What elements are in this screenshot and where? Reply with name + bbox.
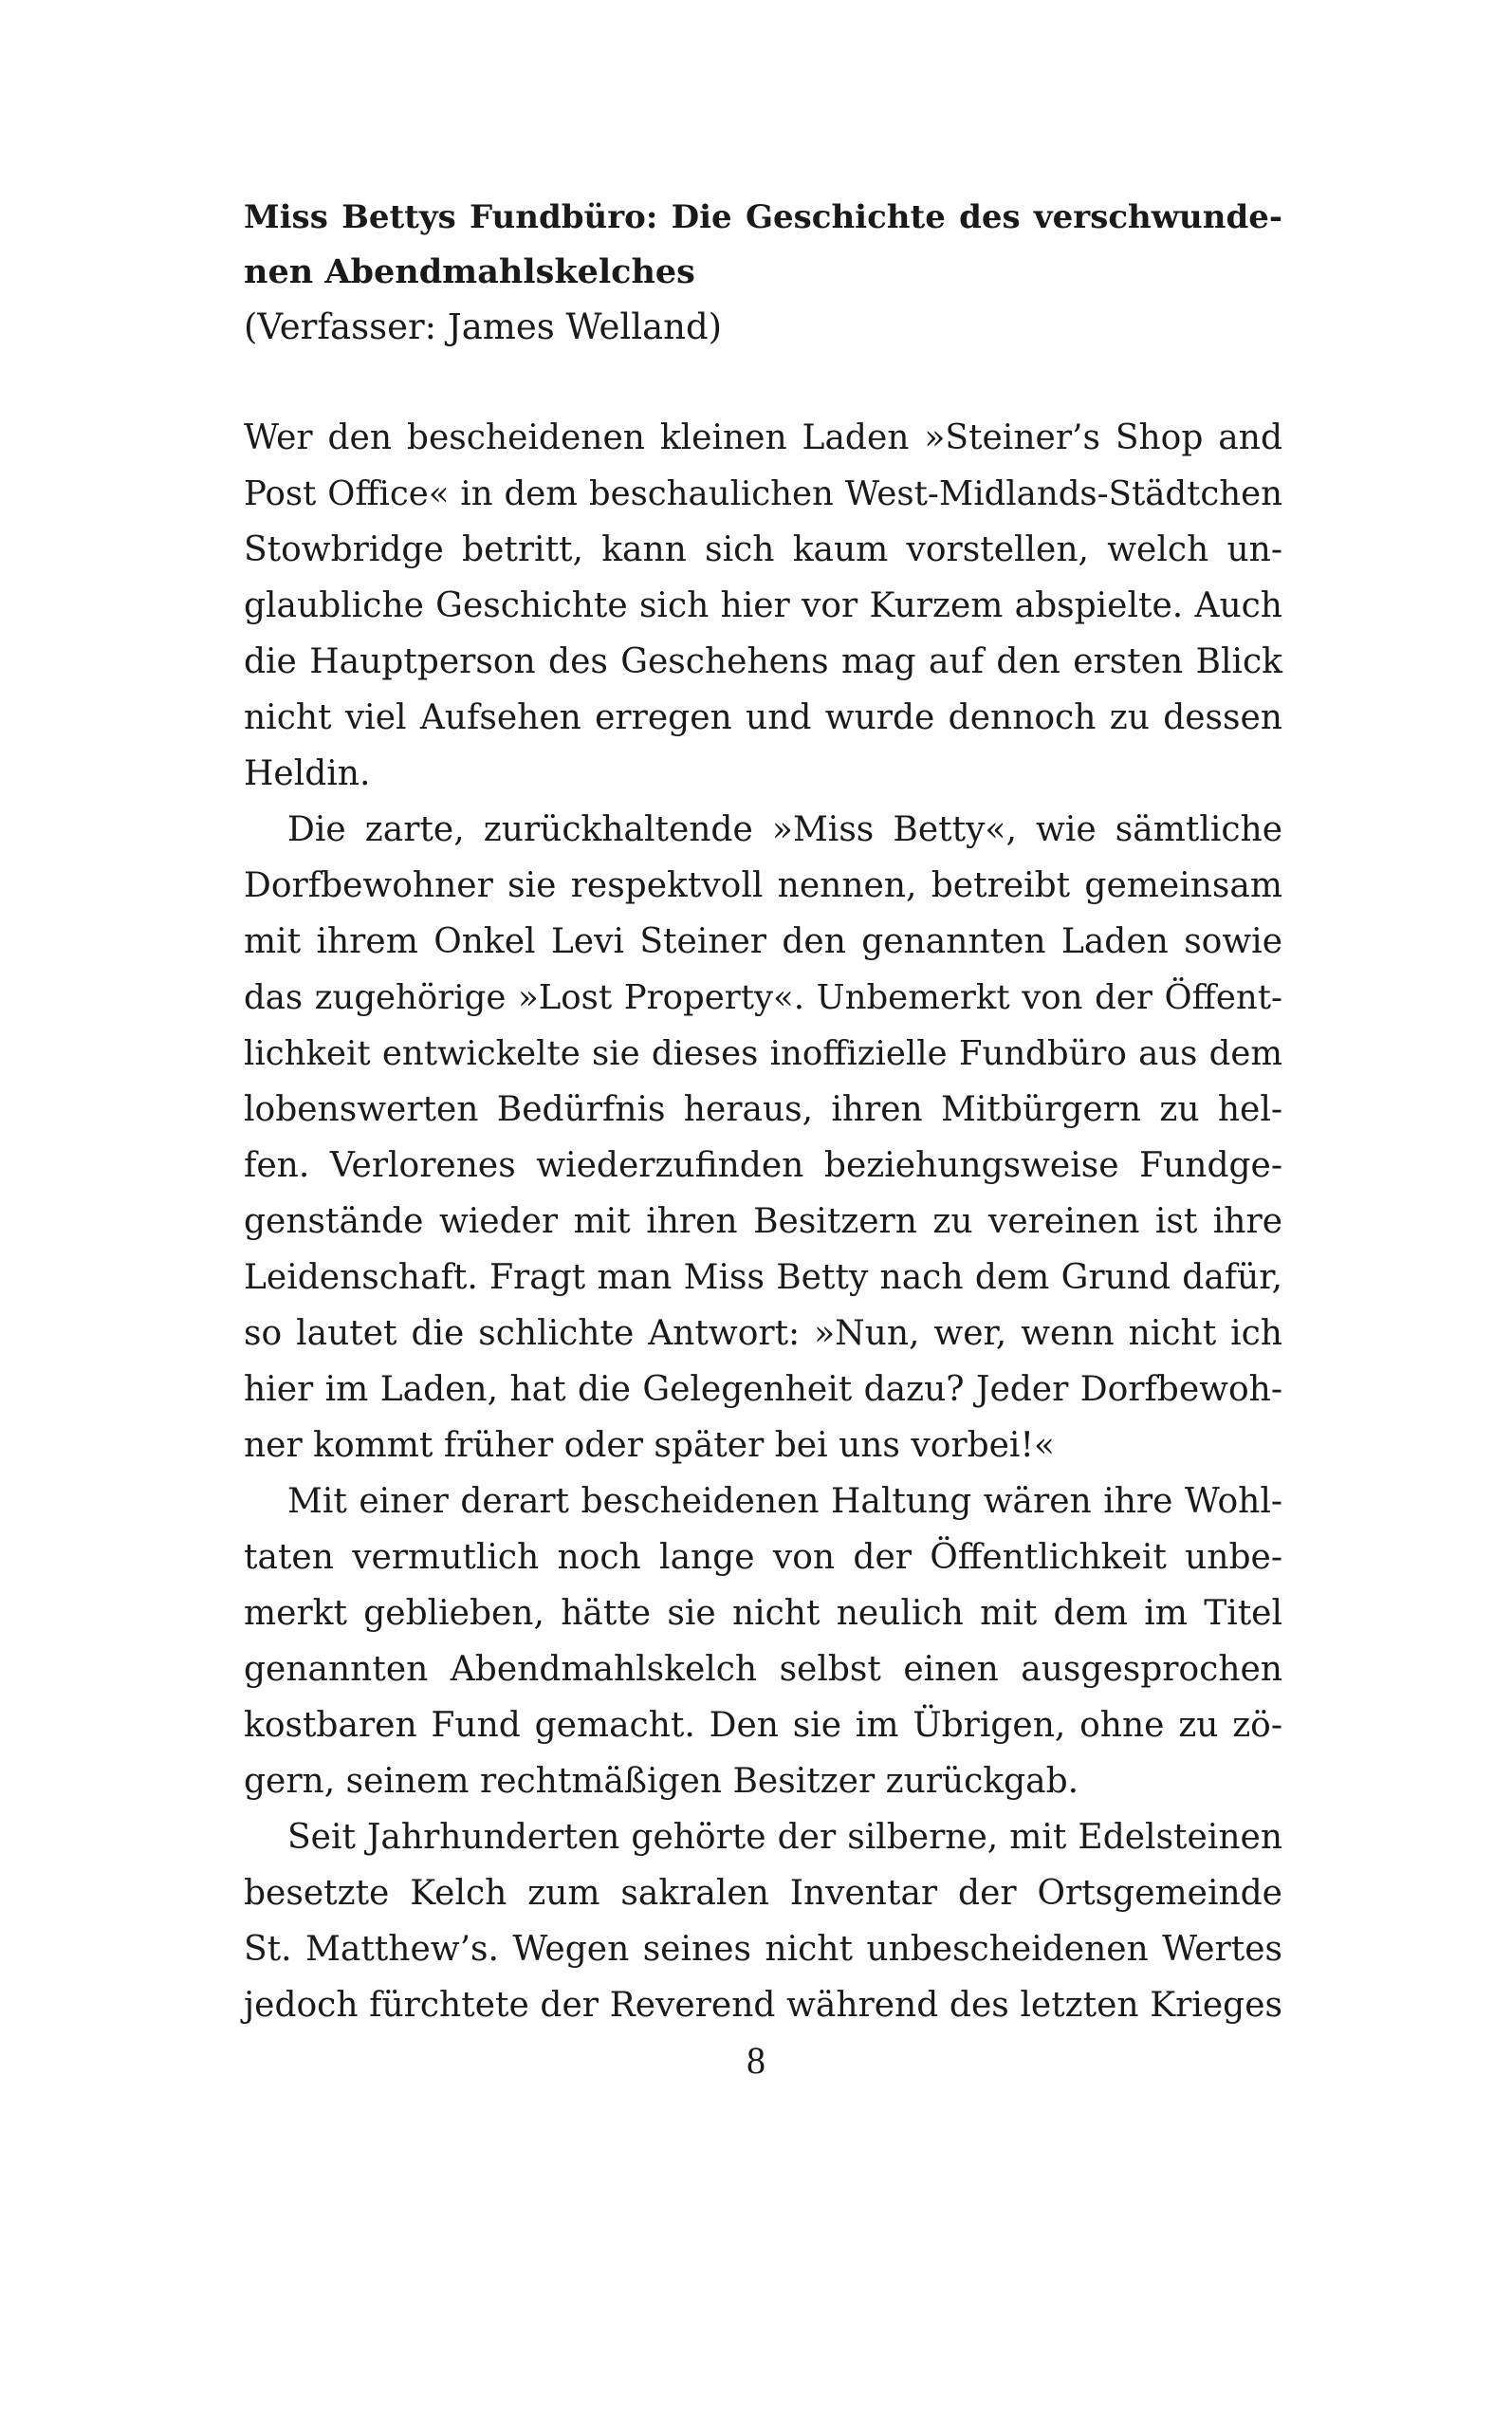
text-line: Mit einer derart bescheidenen Haltung wären ihre Wohl- [287, 1482, 1282, 1521]
paragraph [244, 1473, 1282, 1809]
text-line: Wer den bescheidenen kleinen Laden »Steiner’s Shop and [244, 418, 1282, 457]
page-number: 8 [747, 2039, 765, 2082]
text-line: besetzte Kelch zum sakralen Inventar der Ortsgemeinde [244, 1874, 1282, 1913]
text-line: Post Office« in dem beschaulichen West-Midlands-Städtchen [244, 474, 1282, 513]
text-line: gern, seinem rechtmäßigen Besitzer zurückgab. [244, 1762, 1079, 1801]
text-line: nicht viel Aufsehen erregen und wurde dennoch zu dessen [244, 698, 1282, 737]
text-line: Dorfbewohner sie respektvoll nennen, betreibt gemeinsam [244, 866, 1282, 905]
text-line: St. Matthew’s. Wegen seines nicht unbescheidenen Wertes [244, 1930, 1282, 1969]
body-text [244, 410, 1282, 2033]
paragraph [244, 1809, 1282, 2033]
paragraph [244, 802, 1282, 1473]
text-line: Die zarte, zurückhaltende »Miss Betty«, wie sämtliche [287, 810, 1282, 849]
text-line: ner kommt früher oder später bei uns vorbei!« [244, 1426, 1055, 1465]
text-line: so lautet die schlichte Antwort: »Nun, wer, wenn nicht ich [244, 1314, 1282, 1353]
text-line: die Hauptperson des Geschehens mag auf den ersten Blick [244, 642, 1282, 681]
author-credit: (Verfasser: James Welland) [244, 306, 723, 347]
text-line: Heldin. [244, 754, 371, 793]
text-line: mit ihrem Onkel Levi Steiner den genannten Laden sowie [244, 922, 1282, 961]
text-line: lichkeit entwickelte sie dieses inoffizielle Fundbüro aus dem [244, 1034, 1282, 1073]
text-line: jedoch fürchtete der Reverend während des letzten Krieges [244, 1986, 1282, 2025]
text-line: kostbaren Fund gemacht. Den sie im Übrigen, ohne zu zö- [244, 1706, 1282, 1745]
title-line: nen Abendmahlskelches [244, 252, 695, 291]
paragraph [244, 410, 1282, 802]
text-line: Seit Jahrhunderten gehörte der silberne, mit Edelsteinen [287, 1818, 1282, 1857]
text-line: Stowbridge betritt, kann sich kaum vorstellen, welch un- [244, 530, 1282, 569]
text-line: hier im Laden, hat die Gelegenheit dazu? Jeder Dorfbewoh- [244, 1370, 1282, 1409]
page-content [244, 190, 1282, 2033]
title-line: Miss Bettys Fundbüro: Die Geschichte des verschwunde- [244, 198, 1282, 236]
text-line: lobenswerten Bedürfnis heraus, ihren Mitbürgern zu hel- [244, 1090, 1282, 1129]
text-line: genannten Abendmahlskelch selbst einen ausgesprochen [244, 1650, 1282, 1689]
text-line: merkt geblieben, hätte sie nicht neulich mit dem im Titel [244, 1594, 1282, 1633]
chapter-title [244, 190, 1282, 300]
text-line: glaubliche Geschichte sich hier vor Kurzem abspielte. Auch [244, 586, 1282, 625]
text-line: taten vermutlich noch lange von der Öffentlichkeit unbe- [244, 1538, 1282, 1577]
text-line: genstände wieder mit ihren Besitzern zu vereinen ist ihre [244, 1202, 1282, 1241]
text-line: Leidenschaft. Fragt man Miss Betty nach dem Grund dafür, [244, 1258, 1282, 1297]
text-line: das zugehörige »Lost Property«. Unbemerkt von der Öffent- [244, 978, 1282, 1017]
text-line: fen. Verlorenes wiederzufinden beziehungsweise Fundge- [244, 1146, 1282, 1185]
